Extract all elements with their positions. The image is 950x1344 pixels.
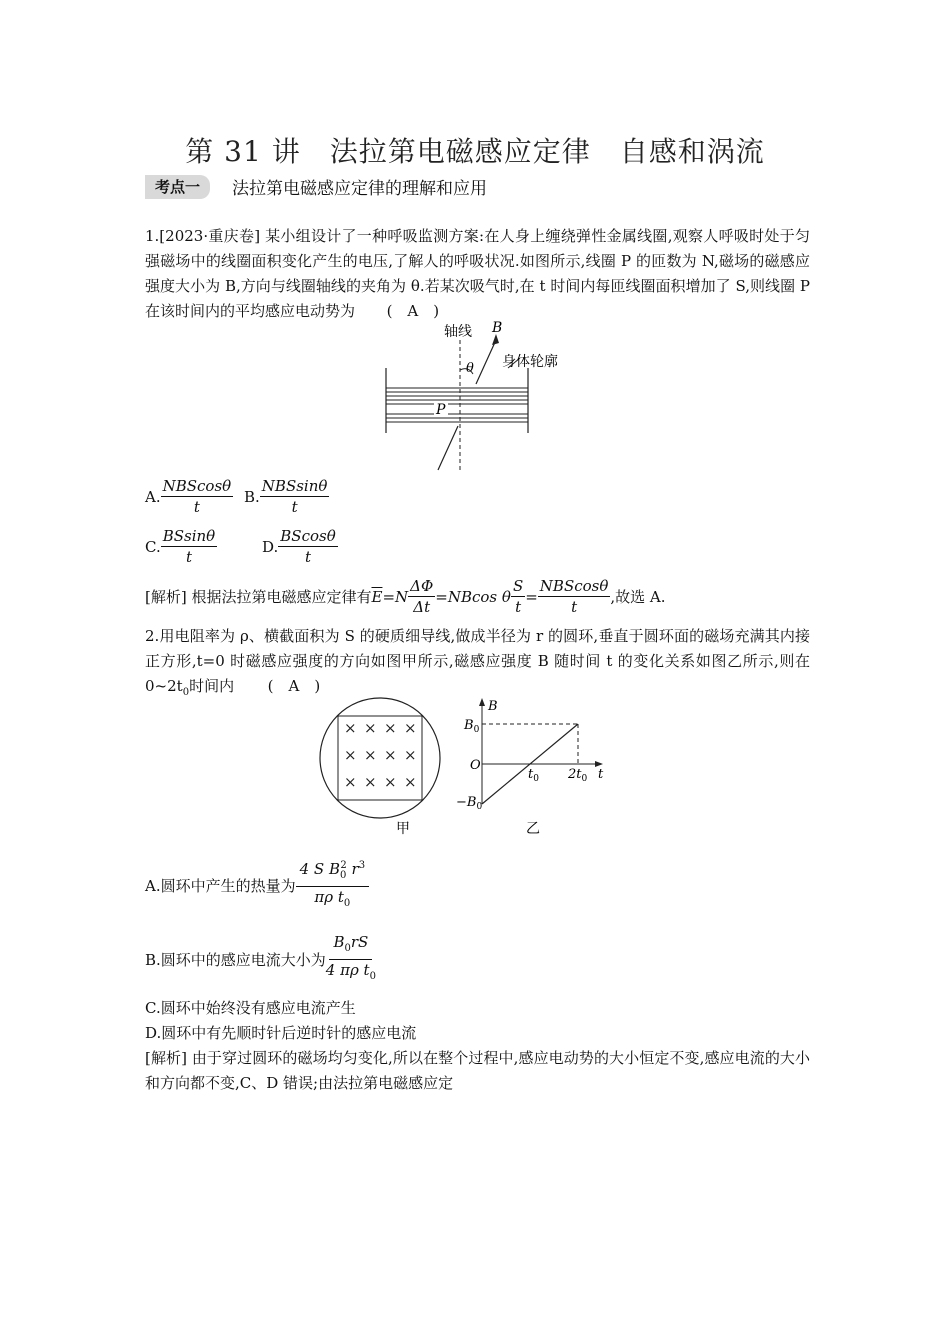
graph-2t0-label: $2t_0$	[568, 767, 588, 784]
q1-option-d[interactable]: D. $\frac{BScos\theta}{t}$	[262, 527, 336, 566]
graph-b-axis-label: B	[488, 699, 498, 714]
axis-label: 轴线	[444, 324, 472, 340]
field-cross-mark: ×	[344, 746, 357, 764]
field-cross-mark: ×	[404, 773, 417, 791]
q2-option-a[interactable]: A.圆环中产生的热量为 $\frac{4 S B_0^2 r^3}{\pi\rho t_0}$	[145, 856, 369, 914]
theta-label: θ	[466, 361, 474, 376]
keypoint-tag: 考点一	[145, 175, 210, 199]
field-cross-mark: ×	[384, 719, 397, 737]
field-cross-mark: ×	[364, 773, 377, 791]
coil-label: P	[436, 402, 446, 418]
field-cross-mark: ×	[344, 773, 357, 791]
q1-coil-figure	[378, 318, 578, 473]
b-field-line-lower	[438, 426, 458, 470]
b-label: B	[492, 320, 503, 336]
coil-windings	[386, 388, 528, 422]
q1-stem-block	[145, 224, 810, 324]
keypoint-title: 法拉第电磁感应定律的理解和应用	[232, 179, 488, 199]
q2-answer: ( A )	[267, 677, 321, 695]
b-field-line-upper	[476, 340, 496, 384]
field-cross-mark: ×	[404, 746, 417, 764]
q2-option-d[interactable]: D.圆环中有先顺时针后逆时针的感应电流	[145, 1024, 417, 1042]
q1-option-a[interactable]: A. $\frac{\text{NBScosθ}}{t}$	[145, 477, 232, 516]
avg-emf-symbol: $\overline{E}$	[371, 587, 383, 606]
q1-answer: ( A )	[386, 302, 440, 320]
graph-b0-label: $B_0$	[464, 718, 480, 735]
fig-yi-label: 乙	[526, 821, 540, 837]
q1-option-c[interactable]: C. $\frac{BSsin\theta}{t}$	[145, 527, 216, 566]
q1-stem: 1.[2023·重庆卷] 某小组设计了一种呼吸监测方案:在人身上缠绕弹性金属线圈,观察人呼吸时处于匀强磁场中的线圈面积变化产生的电压,了解人的呼吸状况.如图所示,线圈 P 的匝数为 N,磁场的磁感应强度大小为 B,方向与线圈轴线的夹角为 θ.若某次吸气时,在 t 时间内每匝线圈面积增加了 S,则线圈 P 在该时间内的平均感应电动势为	[145, 227, 810, 320]
field-cross-mark: ×	[364, 719, 377, 737]
field-cross-mark: ×	[344, 719, 357, 737]
field-cross-mark: ×	[384, 746, 397, 764]
graph-t-axis-label: t	[598, 767, 604, 782]
q1-analysis: [解析] 根据法拉第电磁感应定律有 $\overline{E}$ =N $\frac{\Delta\Phi}{\Delta t}$ =NBcos θ $\frac{S}{t}$ = $\frac{\text{NBScosθ}}{t}$ ,故选 A.	[145, 577, 666, 616]
q2-analysis: [解析] 由于穿过圆环的磁场均匀变化,所以在整个过程中,感应电动势的大小恒定不变,感应电流的大小和方向都不变,C、D 错误;由法拉第电磁感应定	[145, 1049, 810, 1092]
q2-option-c[interactable]: C.圆环中始终没有感应电流产生	[145, 999, 356, 1017]
field-cross-mark: ×	[384, 773, 397, 791]
b-axis-arrow	[479, 698, 485, 706]
graph-t0-label: $t_0$	[528, 767, 539, 784]
body-label: 身体轮廓	[502, 354, 558, 370]
field-cross-mark: ×	[364, 746, 377, 764]
page-title: 第 31 讲 法拉第电磁感应定律 自感和涡流	[185, 135, 765, 168]
graph-origin-label: O	[470, 758, 481, 773]
q1-option-b[interactable]: B. $\frac{\text{NBSsinθ}}{t}$	[244, 477, 328, 516]
magnetic-field-crosses	[344, 719, 417, 791]
field-cross-mark: ×	[404, 719, 417, 737]
keypoint-header	[145, 173, 487, 200]
q2-figures	[318, 696, 618, 838]
q2-stem-block: 2.用电阻率为 ρ、横截面积为 S 的硬质细导线,做成半径为 r 的圆环,垂直于圆环面的磁场充满其内接正方形,t=0 时磁感应强度的方向如图甲所示,磁感应强度 B 随时间 t 的变化关系如图乙所示,则在 $0\sim 2t_0$时间内 ( A )	[145, 627, 810, 698]
fig-jia-label: 甲	[396, 821, 410, 837]
graph-neg-b0-label: $-B_0$	[456, 795, 483, 812]
q2-option-b[interactable]: B.圆环中的感应电流大小为 $\frac{B_0rS}{4 \pi\rho t_0}$	[145, 933, 376, 982]
q2-stem: 2.用电阻率为 ρ、横截面积为 S 的硬质细导线,做成半径为 r 的圆环,垂直于圆环面的磁场充满其内接正方形,t=0 时磁感应强度的方向如图甲所示,磁感应强度 B 随时间 t 的变化关系如图乙所示,则在 0~2t	[145, 627, 810, 695]
